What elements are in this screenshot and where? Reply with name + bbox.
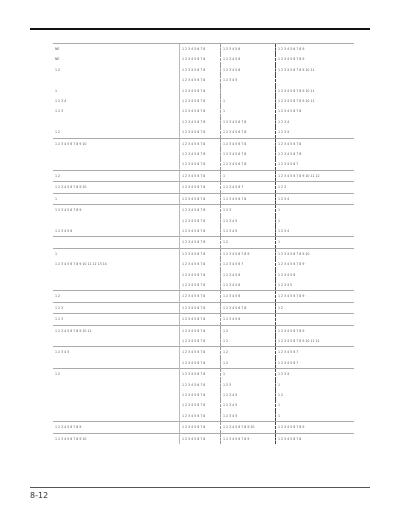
table-cell-c1 [53,149,180,159]
table-cell-c3: 1 2 3 4 5 6 [221,314,276,325]
table-cell-c1 [53,216,180,226]
table-row [53,205,354,216]
table-cell-c4: 1 2 3 4 5 6 7 8 [276,106,355,116]
table-cell-c3: 1 2 [221,325,276,336]
table-row [53,44,354,55]
table-cell-c2: 1 2 3 4 5 6 7 8 [180,280,221,291]
table-cell-c2: 1 2 3 4 5 6 7 8 [180,400,221,410]
table-cell-c1 [53,400,180,410]
table-cell-c1: 1 2 3 [53,302,180,313]
table-row [53,314,354,325]
table-row [53,170,354,181]
table-cell-c1 [53,237,180,248]
table-cell-c4: 1 2 3 4 5 6 7 8 9 [276,291,355,302]
table-cell-c4: 1 [276,237,355,248]
table-cell-c3: 1 2 3 4 5 6 7 8 9 [221,433,276,444]
table-cell-c4: 1 2 3 4 5 6 7 8 9 10 11 [276,65,355,75]
table-cell-c2: 1 2 3 4 5 6 7 8 [180,336,221,347]
table-row [53,138,354,149]
table-row [53,248,354,259]
table-cell-c3: 1 2 3 4 5 6 7 [221,259,276,269]
table-cell-c3: 1 2 3 4 5 [221,226,276,237]
table-cell-c1: 1 2 [53,369,180,380]
table-cell-c2: 1 2 3 4 5 6 7 8 [180,411,221,422]
table-cell-c3: 1 2 3 4 5 [221,400,276,410]
table-cell-c1: 1 2 [53,170,180,181]
table-cell-c3: 1 2 [221,347,276,358]
table-cell-c4: 1 2 3 4 5 6 7 8 9 [276,54,355,64]
table-cell-c3: 1 2 3 4 5 6 [221,54,276,64]
page-number: 8-12 [30,491,49,500]
table-cell-c4: 1 [276,400,355,410]
table-cell-c1 [53,280,180,291]
table-cell-c3: 1 [221,170,276,181]
table-row [53,226,354,237]
table-cell-c4: 1 2 3 4 5 6 7 8 [276,433,355,444]
table-cell-c4: 1 2 3 4 5 [276,280,355,291]
table-cell-c2: 1 2 3 4 5 6 7 8 [180,159,221,170]
parts-table [53,43,354,444]
table-cell-c3: 1 2 3 4 5 6 [221,44,276,55]
table-cell-c2: 1 2 3 4 5 6 7 8 [180,314,221,325]
table-cell-c3: 1 2 3 4 5 [221,216,276,226]
table-cell-c1: 1 [55,88,58,93]
table-cell-c1 [53,159,180,170]
table-cell-c4: 1 2 3 4 5 6 7 8 [276,149,355,159]
table-cell-c4: 1 2 3 4 5 6 7 [276,347,355,358]
table-cell-c4: 1 2 3 4 5 6 7 8 9 10 11 12 [276,336,355,347]
table-cell-c1: 1 2 3 4 5 6 7 8 9 10 [53,138,180,149]
table-row [53,270,354,280]
table-cell-c2: 1 2 3 4 5 6 7 8 [180,248,221,259]
table-cell-c3: 1 2 3 [221,205,276,216]
table-cell-c2: 1 2 3 4 5 6 7 8 [180,270,221,280]
table-cell-c1 [53,75,180,85]
table-row [53,75,354,85]
table-cell-c1 [53,380,180,390]
table-cell-c1: 1 2 3 4 [55,99,67,104]
table-cell-c3: 1 2 3 4 5 6 [221,65,276,75]
table-cell-c2: 1 2 3 4 5 6 7 8 [180,117,221,127]
table-row [53,325,354,336]
table-cell-c2: 1 2 3 4 5 6 7 8 [180,96,221,106]
table-cell-c3: 1 2 3 4 5 6 7 8 [221,193,276,204]
table-row [53,127,354,138]
table-row [53,193,354,204]
table-cell-c3: 1 2 [221,237,276,248]
table-cell-c1: 1 [53,193,180,204]
table-cell-c2: 1 2 3 4 5 6 7 8 [180,182,221,193]
table-row [53,117,354,127]
table-cell-c1: 1 2 3 4 5 6 7 8 9 10 [53,433,180,444]
table-cell-c4: 1 2 3 [276,182,355,193]
table-cell-c4: 1 2 3 4 [276,226,355,237]
table-cell-c3: 1 [221,106,276,116]
table-cell-c4: 1 2 3 4 5 6 7 8 9 10 11 [276,96,355,106]
table-cell-c4: 1 2 3 4 [276,127,355,138]
table-cell-c1 [53,390,180,400]
table-row [53,96,354,106]
table-cell-c4: 1 2 [276,302,355,313]
table-row [53,182,354,193]
table-row [53,106,354,116]
table-cell-c2: 1 2 3 4 5 6 7 8 [180,226,221,237]
table-cell-c1 [53,270,180,280]
table-cell-c4: 1 2 3 4 5 6 7 8 9 10 11 12 [276,170,355,181]
table-cell-c3: 1 2 3 4 5 [221,411,276,422]
table-row [53,86,354,96]
table-cell-c4: 1 2 3 4 5 6 7 8 [276,138,355,149]
table-cell-c2: 1 2 3 4 5 6 7 8 [180,358,221,369]
table-cell-c2: 1 2 3 4 5 6 7 8 [180,149,221,159]
table-row [53,216,354,226]
table-cell-c3: 1 2 3 4 5 6 7 8 9 [221,248,276,259]
table-cell-c3 [221,86,276,96]
table-cell-c4: 1 2 3 4 [276,369,355,380]
table-cell-c1: 1 2 3 [53,314,180,325]
table-cell-c2: 1 2 3 4 5 6 7 8 [180,380,221,390]
table-row [53,259,354,269]
table-cell-c1: 1 2 [53,291,180,302]
table-cell-c3: 1 2 3 [221,380,276,390]
table-cell-c4: 1 [276,411,355,422]
table-row [53,380,354,390]
table-row [53,336,354,347]
table-cell-c3: 1 2 3 4 5 6 7 8 [221,127,276,138]
table-row [53,54,354,64]
table-cell-c2: 1 2 3 4 5 6 7 8 [180,138,221,149]
table-cell-c4: 1 2 3 4 [276,193,355,204]
table-row [53,390,354,400]
table-cell-c4: 1 2 3 4 5 6 7 8 9 [276,325,355,336]
table-cell-c1: 1 2 3 4 5 6 [55,228,73,233]
footer-rule [30,487,370,488]
table-cell-c4: 1 2 3 4 5 6 7 [276,358,355,369]
table-row [53,302,354,313]
table-cell-c3: 1 [221,96,276,106]
table-row [53,422,354,433]
table-cell-c3: 1 2 3 4 5 6 7 8 [221,159,276,170]
table-cell-c3: 1 2 3 4 5 6 7 8 9 10 [221,422,276,433]
table-cell-c2: 1 2 3 4 5 6 7 8 [180,422,221,433]
table-cell-c4: 1 2 3 4 [276,117,355,127]
table-row [53,149,354,159]
table-cell-c4: 1 2 3 4 5 6 [276,270,355,280]
table-cell-c2: 1 2 3 4 5 6 7 8 [180,193,221,204]
table-cell-c2: 1 2 3 4 5 6 7 8 [180,347,221,358]
table-cell-c3: 1 2 3 4 5 6 7 [221,182,276,193]
table-cell-c1 [53,411,180,422]
table-cell-c3: 1 2 [221,358,276,369]
table-row [53,237,354,248]
table-cell-c3: 1 2 3 4 5 6 7 8 [221,149,276,159]
table-cell-c3: 1 2 3 4 5 [221,75,276,85]
table-cell-c1: 1 2 3 4 5 [53,347,180,358]
table-cell-c3: 1 2 3 4 5 [221,390,276,400]
table-cell-c1: 1 2 [55,67,61,72]
table-cell-c2: 1 2 3 4 5 6 7 8 [180,205,221,216]
table-row [53,291,354,302]
table-cell-c2: 1 2 3 4 5 6 7 8 [180,75,221,85]
table-cell-c3: 1 2 3 4 5 6 [221,270,276,280]
table-cell-c3: 1 2 3 4 5 6 [221,280,276,291]
table-cell-c2: 1 2 3 4 5 6 7 8 [180,390,221,400]
table-cell-c1 [53,336,180,347]
table-cell-c1: NE [53,44,180,55]
table-cell-c2: 1 2 3 4 5 6 7 8 [180,433,221,444]
table-cell-c2: 1 2 3 4 5 6 7 8 [180,325,221,336]
table-cell-c4: 1 [276,216,355,226]
table-cell-c3: 1 2 3 4 5 6 7 8 [221,117,276,127]
table-cell-c2: 1 2 3 4 5 6 7 8 [180,302,221,313]
table-row [53,433,354,444]
table-row [53,65,354,75]
table-cell-c4: 1 2 3 4 5 6 7 8 9 [276,44,355,55]
table-row [53,159,354,170]
table-cell-c2: 1 2 3 4 5 6 7 8 [180,44,221,55]
table-cell-c1: 1 2 [55,130,61,135]
table-cell-c1: 1 2 3 4 5 6 7 8 9 10 11 [53,325,180,336]
table-cell-c4: 1 2 [276,390,355,400]
table-cell-c3: 1 [221,369,276,380]
table-cell-c1 [53,117,180,127]
table-cell-c2: 1 2 3 4 5 6 7 8 [180,216,221,226]
table-cell-c1: 1 2 3 [55,109,64,114]
table-cell-c4: 1 2 3 4 5 6 7 8 9 10 11 [276,86,355,96]
table-cell-c3: 1 2 3 4 5 6 7 8 [221,302,276,313]
table-cell-c4: 1 2 3 4 5 6 7 [276,159,355,170]
table-cell-c2: 1 2 3 4 5 6 7 8 [180,369,221,380]
table-cell-c4: 1 [276,205,355,216]
table-cell-c4: 1 2 3 4 5 6 7 8 9 [276,422,355,433]
table-cell-c1: 1 2 3 4 5 6 7 8 9 [53,205,180,216]
table-row [53,280,354,291]
table-cell-c4 [276,75,355,85]
table-cell-c1 [53,358,180,369]
table-row [53,369,354,380]
parts-table-body [53,44,354,445]
table-cell-c1: 1 2 3 4 5 6 7 8 9 [53,422,180,433]
table-row [53,358,354,369]
table-cell-c4: 1 [276,380,355,390]
table-cell-c1: 1 2 3 4 5 6 7 8 9 10 11 12 13 14 [55,262,107,267]
table-row [53,400,354,410]
table-cell-c2: 1 2 3 4 5 6 7 8 [180,170,221,181]
table-cell-c4 [276,314,355,325]
table-cell-c1: 1 2 3 4 5 6 7 8 9 10 [53,182,180,193]
table-cell-c3: 1 2 3 4 5 6 [221,291,276,302]
table-cell-c4: 1 2 3 4 5 6 7 8 9 [276,259,355,269]
table-cell-c4: 1 2 3 4 5 6 7 8 9 10 [276,248,355,259]
table-cell-c3: 1 2 [221,336,276,347]
table-cell-c2: 1 2 3 4 5 6 7 8 [180,106,221,116]
table-cell-c2: 1 2 3 4 5 6 7 8 [180,127,221,138]
table-cell-c2: 1 2 3 4 5 6 7 8 [180,291,221,302]
table-cell-c2: 1 2 3 4 5 6 7 8 [180,259,221,269]
table-cell-c2: 1 2 3 4 5 6 7 8 [180,65,221,75]
table-cell-c2: 1 2 3 4 5 6 7 8 [180,237,221,248]
table-cell-c2: 1 2 3 4 5 6 7 8 [180,86,221,96]
table-cell-c3: 1 2 3 4 5 6 7 8 [221,138,276,149]
header-rule [30,28,370,30]
table-cell-c1: NE [55,57,60,62]
table-cell-c1: 1 [53,248,180,259]
table-cell-c2: 1 2 3 4 5 6 7 8 [180,54,221,64]
table-row [53,411,354,422]
table-row [53,347,354,358]
